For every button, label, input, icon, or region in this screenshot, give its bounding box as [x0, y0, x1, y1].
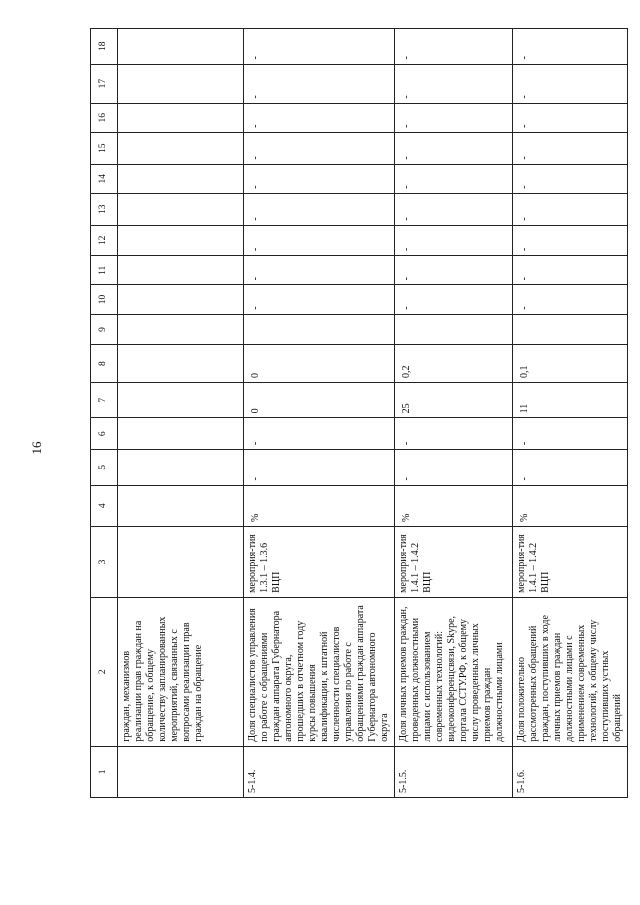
- value-cell: [118, 29, 244, 65]
- indicator-ref: мероприя-тия 1.4.1 – 1.4.2 ВЦП: [513, 527, 628, 598]
- value-cell: -: [395, 285, 513, 314]
- value-cell: 0,1: [513, 345, 628, 383]
- col-num-10: 10: [91, 285, 118, 314]
- value-cell: -: [513, 225, 628, 256]
- value-cell: [118, 64, 244, 103]
- value-cell: -: [513, 418, 628, 450]
- value-cell: -: [395, 193, 513, 225]
- indicator-table-wrapper: [90, 28, 623, 798]
- col-num-16: 16: [91, 103, 118, 132]
- value-cell: [118, 314, 244, 345]
- table-row: [395, 29, 513, 798]
- col-num-11: 11: [91, 256, 118, 285]
- col-num-14: 14: [91, 164, 118, 193]
- row-id: [118, 746, 244, 797]
- value-cell: -: [244, 225, 395, 256]
- value-cell: -: [395, 103, 513, 132]
- value-cell: -: [244, 164, 395, 193]
- value-cell: -: [513, 193, 628, 225]
- col-num-3: 3: [91, 527, 118, 598]
- value-cell: -: [513, 285, 628, 314]
- col-num-1: 1: [91, 746, 118, 797]
- col-num-7: 7: [91, 383, 118, 418]
- value-cell: [513, 314, 628, 345]
- col-num-8: 8: [91, 345, 118, 383]
- value-cell: -: [244, 132, 395, 164]
- unit-cell: %: [513, 485, 628, 527]
- value-cell: [118, 450, 244, 485]
- value-cell: -: [244, 450, 395, 485]
- col-num-12: 12: [91, 225, 118, 256]
- col-num-6: 6: [91, 418, 118, 450]
- value-cell: -: [244, 418, 395, 450]
- col-num-18: 18: [91, 29, 118, 65]
- value-cell: -: [513, 256, 628, 285]
- indicator-name: Доля специалистов управления по работе с обращениями граждан аппарата Губернатора автономного округа, прошедших в отчетном году курсы повышения квалификации, к штатной численности специалистов управления по работе с обращениями граждан аппарата Губернатора автономного округа: [244, 597, 395, 746]
- value-cell: -: [395, 29, 513, 65]
- value-cell: -: [244, 193, 395, 225]
- value-cell: -: [244, 103, 395, 132]
- value-cell: -: [513, 164, 628, 193]
- indicator-name: Доля положительно рассмотренных обращений граждан, поступивших в ходе личных приемов граждан должностными лицами с применением современных технологий, к общему числу поступивших устных обращений: [513, 597, 628, 746]
- indicator-ref: [118, 527, 244, 598]
- value-cell: [118, 256, 244, 285]
- value-cell: -: [395, 164, 513, 193]
- value-cell: [118, 132, 244, 164]
- col-num-17: 17: [91, 64, 118, 103]
- value-cell: -: [395, 225, 513, 256]
- table-row: [244, 29, 395, 798]
- col-num-9: 9: [91, 314, 118, 345]
- value-cell: [118, 193, 244, 225]
- indicator-name: Доля личных приемов граждан, проведенных должностными лицами с использованием современных технологий: видеоконференцсвязи, Skype, портала ССТУ.РФ, к общему числу проведенных личных приемов граждан должностными лицами: [395, 597, 513, 746]
- value-cell: -: [395, 450, 513, 485]
- page-number: 16: [29, 441, 44, 455]
- value-cell: [118, 225, 244, 256]
- unit-cell: %: [244, 485, 395, 527]
- col-num-4: 4: [91, 485, 118, 527]
- value-cell: 0: [244, 383, 395, 418]
- value-cell: -: [244, 285, 395, 314]
- indicator-name: граждан, механизмов реализации прав граждан на обращение, к общему количеству запланированных мероприятий, связанных с вопросами реализации прав граждан на обращение: [118, 597, 244, 746]
- value-cell: 11: [513, 383, 628, 418]
- indicator-ref: мероприя-тия 1.3.1 – 1.3.6 ВЦП: [244, 527, 395, 598]
- col-num-15: 15: [91, 132, 118, 164]
- value-cell: -: [244, 29, 395, 65]
- value-cell: [118, 164, 244, 193]
- value-cell: [395, 314, 513, 345]
- value-cell: [244, 314, 395, 345]
- value-cell: -: [513, 132, 628, 164]
- unit-cell: %: [395, 485, 513, 527]
- column-number-row: [91, 29, 118, 798]
- col-num-2: 2: [91, 597, 118, 746]
- table-row: [513, 29, 628, 798]
- value-cell: 0: [244, 345, 395, 383]
- value-cell: -: [395, 64, 513, 103]
- indicator-table: [90, 28, 628, 798]
- value-cell: -: [244, 64, 395, 103]
- col-num-13: 13: [91, 193, 118, 225]
- value-cell: 25: [395, 383, 513, 418]
- indicator-ref: мероприя-тия 1.4.1 – 1.4.2 ВЦП: [395, 527, 513, 598]
- value-cell: [118, 285, 244, 314]
- value-cell: [118, 383, 244, 418]
- value-cell: [118, 103, 244, 132]
- value-cell: -: [513, 64, 628, 103]
- table-row: [118, 29, 244, 798]
- value-cell: -: [513, 450, 628, 485]
- value-cell: -: [244, 256, 395, 285]
- value-cell: 0,2: [395, 345, 513, 383]
- value-cell: -: [395, 418, 513, 450]
- value-cell: [118, 418, 244, 450]
- row-id: 5-1.5.: [395, 746, 513, 797]
- value-cell: [118, 345, 244, 383]
- col-num-5: 5: [91, 450, 118, 485]
- value-cell: -: [513, 103, 628, 132]
- row-id: 5-1.4.: [244, 746, 395, 797]
- value-cell: -: [513, 29, 628, 65]
- row-id: 5-1.6.: [513, 746, 628, 797]
- value-cell: -: [395, 256, 513, 285]
- unit-cell: [118, 485, 244, 527]
- value-cell: -: [395, 132, 513, 164]
